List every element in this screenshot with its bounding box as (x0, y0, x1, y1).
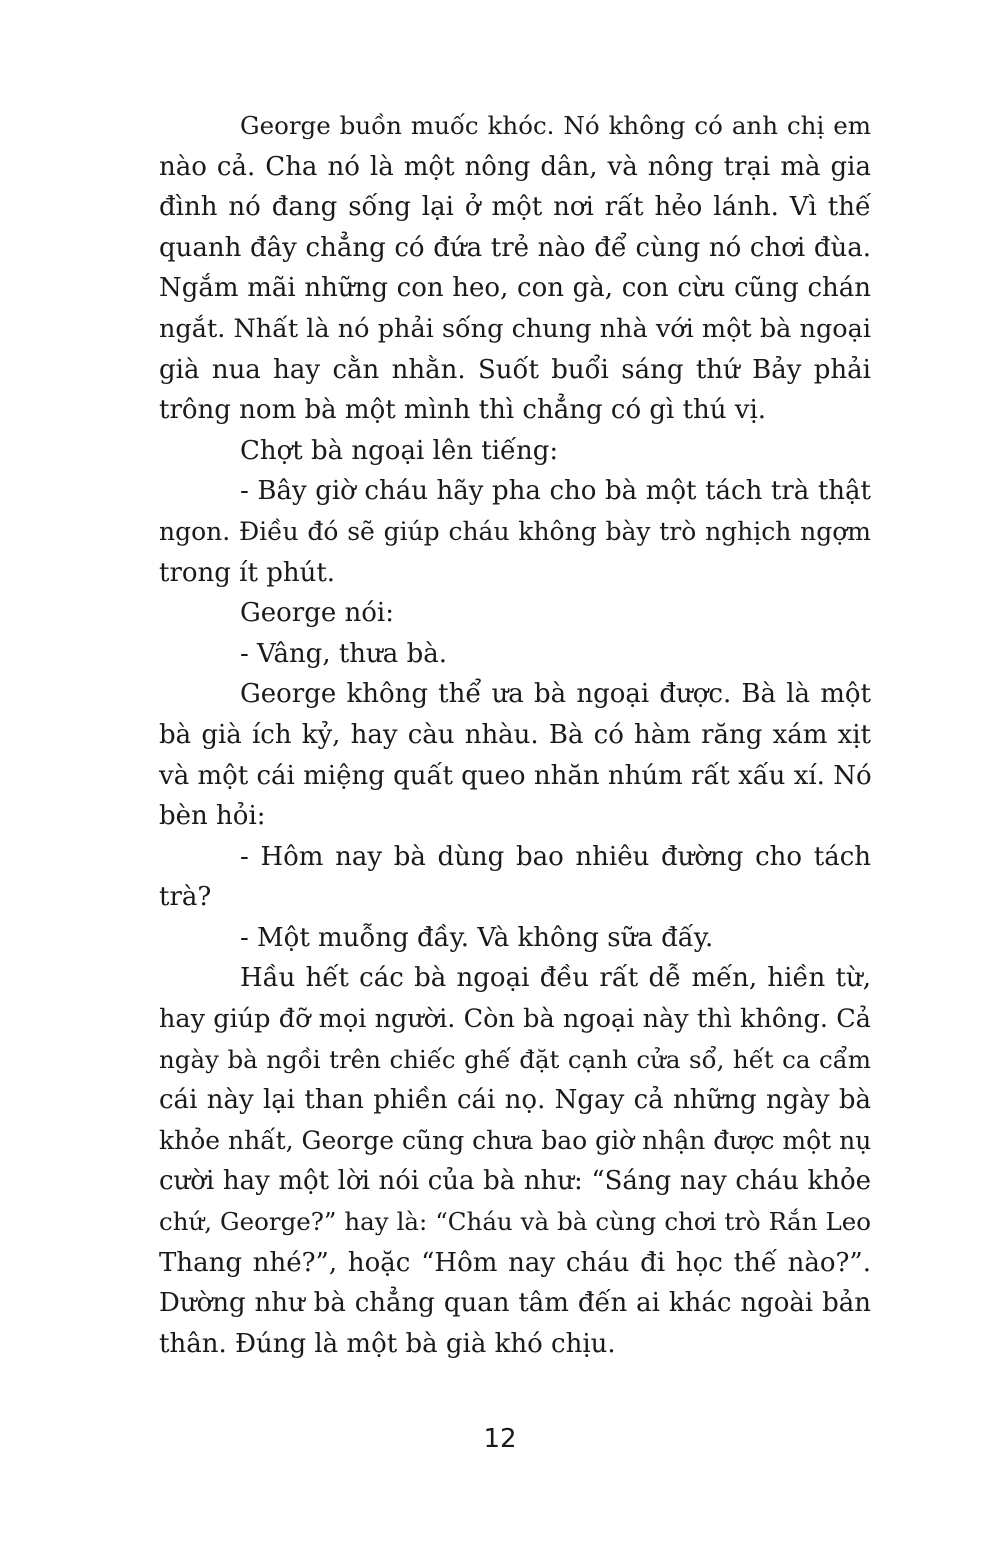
text-line: đình nó đang sống lại ở một nơi rất hẻo lánh. Vì thế (159, 192, 871, 223)
text-line: nào cả. Cha nó là một nông dân, và nông trại mà gia (159, 151, 871, 182)
text-line: George nói: (240, 598, 395, 629)
text-line: ngày bà ngồi trên chiếc ghế đặt cạnh cửa sổ, hết ca cẩm (159, 1044, 871, 1074)
text-line: trông nom bà một mình thì chẳng có gì thú vị. (159, 395, 767, 426)
text-line: hay giúp đỡ mọi người. Còn bà ngoại này thì không. Cả (159, 1004, 871, 1035)
text-line: khỏe nhất, George cũng chưa bao giờ nhận được một nụ (159, 1125, 872, 1155)
text-line: - Một muỗng đầy. Và không sữa đấy. (240, 922, 714, 953)
text-line: trà? (159, 882, 212, 913)
text-line: trong ít phút. (159, 557, 336, 588)
body-text (159, 106, 871, 1364)
page-number: 12 (483, 1424, 517, 1454)
text-line: cười hay một lời nói của bà như: “Sáng nay cháu khỏe (159, 1166, 871, 1197)
text-line: ngắt. Nhất là nó phải sống chung nhà với một bà ngoại (159, 313, 871, 344)
text-line: thân. Đúng là một bà già khó chịu. (159, 1328, 616, 1359)
text-line: Dường như bà chẳng quan tâm đến ai khác ngoài bản (159, 1288, 871, 1319)
text-line: già nua hay cằn nhằn. Suốt buổi sáng thứ Bảy phải (159, 354, 871, 385)
text-line: - Vâng, thưa bà. (240, 638, 447, 669)
text-line: Thang nhé?”, hoặc “Hôm nay cháu đi học thế nào?”. (159, 1247, 871, 1278)
text-line: George không thể ưa bà ngoại được. Bà là một (240, 679, 871, 710)
text-line: quanh đây chẳng có đứa trẻ nào để cùng nó chơi đùa. (159, 232, 871, 263)
text-line: cái này lại than phiền cái nọ. Ngay cả những ngày bà (159, 1085, 871, 1116)
text-line: bà già ích kỷ, hay càu nhàu. Bà có hàm răng xám xịt (159, 719, 871, 750)
text-line: - Bây giờ cháu hãy pha cho bà một tách trà thật (240, 476, 871, 507)
text-line: bèn hỏi: (159, 801, 266, 832)
text-line: George buồn muốc khóc. Nó không có anh chị em (240, 111, 871, 140)
text-line: ngon. Điều đó sẽ giúp cháu không bày trò nghịch ngợm (159, 516, 871, 546)
text-line: Hầu hết các bà ngoại đều rất dễ mến, hiền từ, (240, 963, 871, 994)
text-line: - Hôm nay bà dùng bao nhiêu đường cho tách (240, 841, 871, 872)
text-line: Ngắm mãi những con heo, con gà, con cừu cũng chán (159, 273, 871, 304)
text-line: Chợt bà ngoại lên tiếng: (240, 435, 559, 466)
text-line: chứ, George?” hay là: “Cháu và bà cùng chơi trò Rắn Leo (159, 1207, 871, 1237)
text-line: và một cái miệng quất queo nhăn nhúm rất xấu xí. Nó (159, 760, 872, 791)
